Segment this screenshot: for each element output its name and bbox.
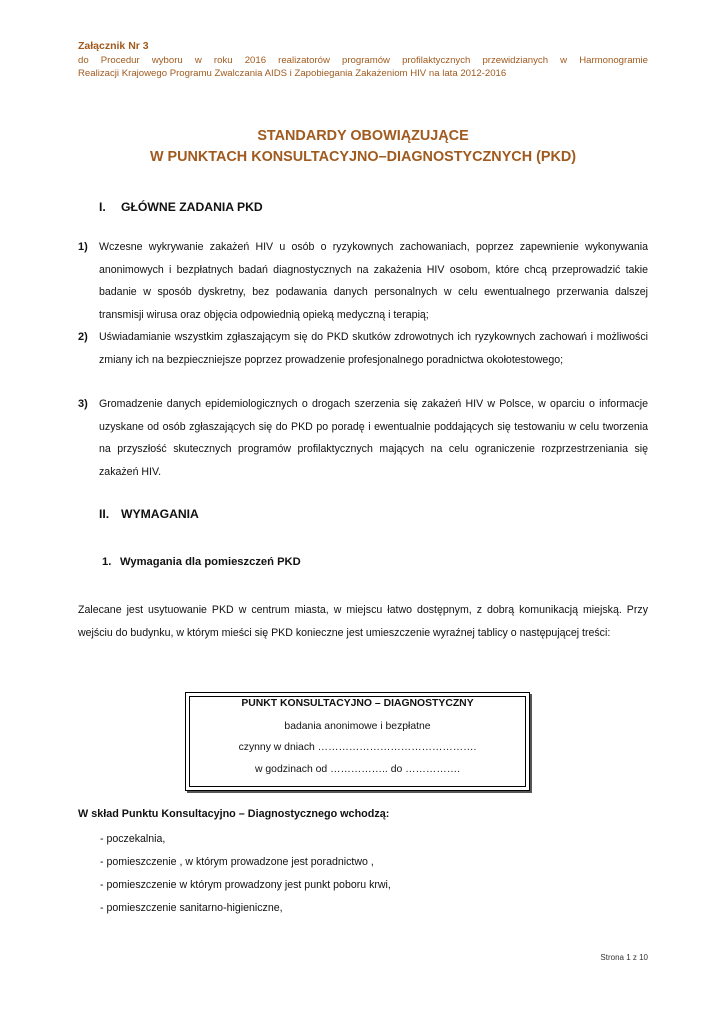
section-number: I. <box>99 200 106 214</box>
list-item: - pomieszczenie w którym prowadzony jest punkt poboru krwi, <box>100 879 391 891</box>
section-title: GŁÓWNE ZADANIA PKD <box>121 200 263 214</box>
sign-board-inner <box>189 696 526 787</box>
page-number: Strona 1 z 10 <box>600 953 648 962</box>
subsection-heading <box>102 556 301 568</box>
requirements-paragraph: Zalecane jest usytuowanie PKD w centrum miasta, w miejscu łatwo dostępnym, z dobrą komunikacją miejską. Przy wejściu do budynku, w którym mieści się PKD konieczne jest umieszczenie wyraźnej tablicy o następującej treści: <box>78 604 648 639</box>
subsection-title: Wymagania dla pomieszczeń PKD <box>120 556 301 568</box>
sign-board-line: czynny w dniach ………………………………………. <box>238 742 477 753</box>
section-number: II. <box>99 507 110 521</box>
subsection-number: 1. <box>102 556 112 568</box>
sign-board-line: badania anonimowe i bezpłatne <box>284 721 431 732</box>
composition-list <box>100 828 391 920</box>
document-title-line2: W PUNKTACH KONSULTACYJNO–DIAGNOSTYCZNYCH (PKD) <box>149 149 577 165</box>
list-item-text: Uświadamianie wszystkim zgłaszającym się do PKD skutków zdrowotnych ich ryzykownych zachowań i możliwości zmiany ich na bezpieczniejsze poprzez prowadzenie profesjonalnego poradnictwa okołotestowego; <box>99 331 648 366</box>
composition-heading: W skład Punktu Konsultacyjno – Diagnostycznego wchodzą: <box>78 808 390 820</box>
sign-board-title: PUNKT KONSULTACYJNO – DIAGNOSTYCZNY <box>241 698 474 709</box>
list-item <box>78 326 648 371</box>
list-item-number: 2) <box>78 331 88 343</box>
attachment-subtitle-line2: Realizacji Krajowego Programu Zwalczania AIDS i Zapobiegania Zakażeniom HIV na lata 2012-2016 <box>78 68 507 79</box>
list-item <box>78 393 648 483</box>
document-title-line1: STANDARDY OBOWIĄZUJĄCE <box>257 128 469 144</box>
list-item-number: 3) <box>78 398 88 410</box>
list-item-text: Gromadzenie danych epidemiologicznych o drogach szerzenia się zakażeń HIV w Polsce, w oparciu o informacje uzyskane od osób zgłaszających się do PKD po poradę i ewentualnie poddających się testowaniu w celu tworzenia na przyszłość skutecznych programów profilaktycznych mających na celu ograniczenie rozprzestrzeniania się zakażeń HIV. <box>99 398 648 478</box>
list-item: - poczekalnia, <box>100 833 166 845</box>
section-heading-tasks <box>99 200 263 214</box>
list-item-number: 1) <box>78 241 88 253</box>
section-heading-requirements <box>99 507 199 521</box>
attachment-subtitle-line1: do Procedur wyboru w roku 2016 realizatorów programów profilaktycznych przewidzianych w Harmonogramie <box>78 54 648 66</box>
list-item: - pomieszczenie , w którym prowadzone jest poradnictwo , <box>100 856 374 868</box>
list-item: - pomieszczenie sanitarno-higieniczne, <box>100 902 283 914</box>
sign-board-box <box>185 692 530 791</box>
list-item <box>78 236 648 326</box>
attachment-title: Załącznik Nr 3 <box>78 40 149 52</box>
attachment-header <box>78 40 648 81</box>
section-title: WYMAGANIA <box>121 507 199 521</box>
list-item-text: Wczesne wykrywanie zakażeń HIV u osób o ryzykownych zachowaniach, poprzez zapewnienie wykonywania anonimowych i bezpłatnych badań diagnostycznych na zakażenia HIV osobom, które chcą przeprowadzić takie badanie w sposób dyskretny, bez podawania danych personalnych w celu ewentualnego przerwania dalszej transmisji wirusa oraz objęcia odpowiednią opieką medyczną i terapią; <box>99 241 648 321</box>
sign-board-line: w godzinach od …………….. do ……………. <box>255 764 460 775</box>
document-title <box>78 126 648 168</box>
